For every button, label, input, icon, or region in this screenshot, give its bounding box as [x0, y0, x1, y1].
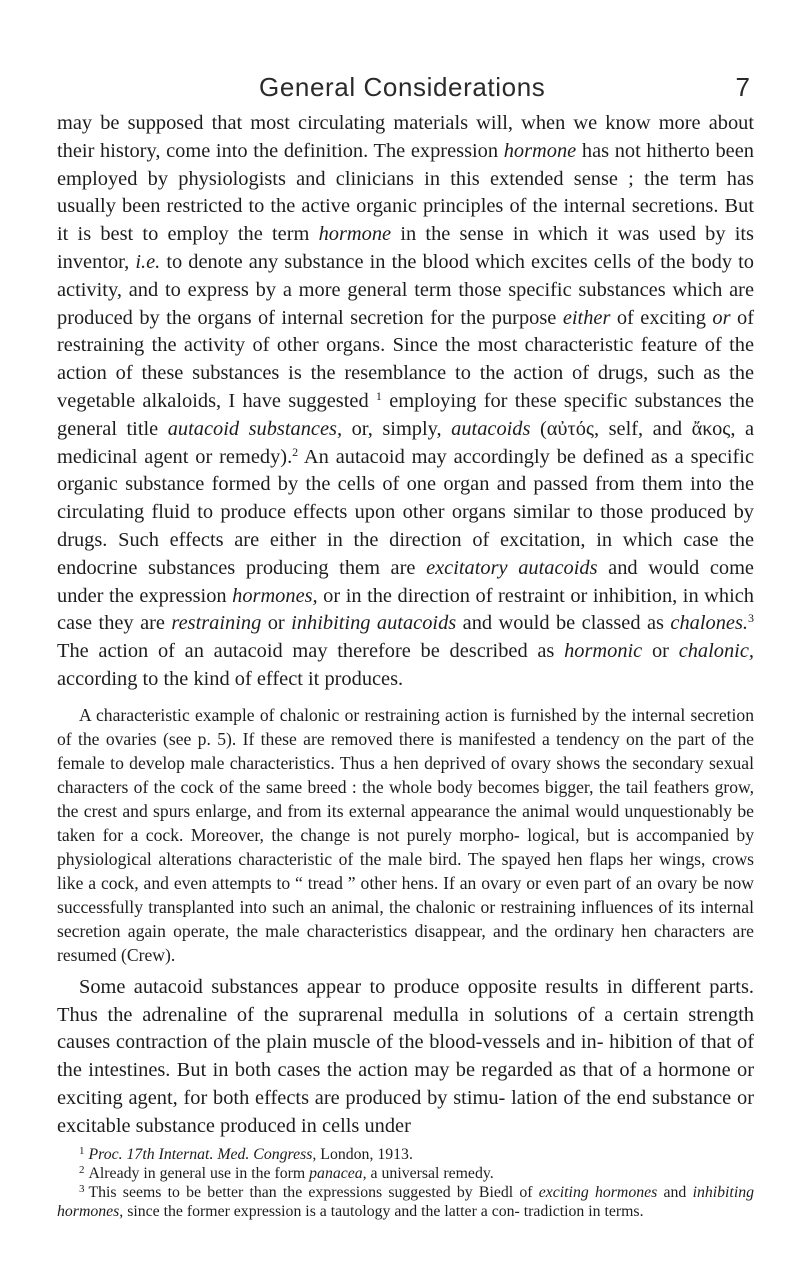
running-title: General Considerations [259, 72, 546, 102]
footnote-3: $^3$ This seems to be better than the expressions suggested by Biedl of exciting hormones and inhibiting hormones, since the former expression is a tautology and the latter a con- tradiction in terms. [57, 1182, 754, 1220]
paragraph-1: may be supposed that most circulating materials will, when we know more about their history, come into the definition. The expression hormone has not hitherto been employed by physiologists and clinicians in this extended sense ; the term has usually been restricted to the active organic principles of the internal secretions. But it is best to employ the term hormone in the sense in which it was used by its inventor, i.e. to denote any substance in the blood which excites cells of the body to activity, and to express by a more general term those specific substances which are produced by the organs of internal secretion for the purpose either of exciting or of restraining the activity of other organs. Since the most characteristic feature of the action of these substances is the resemblance to the action of drugs, such as the vegetable alkaloids, I have suggested $^1$ employing for these specific substances the general title autacoid substances, or, simply, autacoids (αὐτός, self, and ἄκος, a medicinal agent or remedy).$^2$ An autacoid may accordingly be defined as a specific organic substance formed by the cells of one organ and passed from them into the circulating fluid to produce effects upon other organs similar to those produced by drugs. Such effects are either in the direction of excitation, in which case the endocrine substances producing them are excitatory autacoids and would come under the expression hormones, or in the direction of restraint or inhibition, in which case they are restraining or inhibiting autacoids and would be classed as chalones.$^3$ The action of an autacoid may therefore be described as hormonic or chalonic, according to the kind of effect it produces. [57, 112, 755, 690]
paragraph-2: A characteristic example of chalonic or restraining action is furnished by the internal secretion of the ovaries (see p. 5). If these are removed there is manifested a tendency on the part of the female to develop male characteristics. Thus a hen deprived of ovary shows the secondary sexual characters of the cock of the same breed : the whole body becomes bigger, the tail feathers grow, the crest and spurs enlarge, and from its external appearance the animal would unquestionably be taken for a cock. Moreover, the change is not purely morpho- logical, but is accompanied by physiological alterations characteristic of the male bird. The spayed hen flaps her wings, crows like a cock, and even attempts to “ tread ” other hens. If an ovary or even part of an ovary be now successfully transplanted into such an animal, the chalonic or restraining influences of its internal secretion again operate, the male characteristics disappear, and the ordinary hen characters are resumed (Crew). [57, 704, 754, 965]
footnote-ref-2: 2 [292, 444, 299, 459]
footnote-1: $^1$ Proc. 17th Internat. Med. Congress, London, 1913. [79, 1144, 413, 1163]
footnote-2: $^2$ Already in general use in the form panacea, a universal remedy. [79, 1163, 494, 1182]
footnote-ref-1: 1 [375, 388, 382, 403]
paragraph-3: Some autacoid substances appear to produce opposite results in different parts. Thus the adrenaline of the suprarenal medulla in solutions of a certain strength causes contraction of the plain muscle of the blood-vessels and in- hibition of that of the intestines. But in both cases the action may be regarded as that of a hormone or exciting agent, for both effects are produced by stimu- lation of the end substance or excitable substance produced in cells under [57, 975, 754, 1137]
footnote-ref-3: 3 [747, 611, 754, 626]
page-number: 7 [735, 72, 750, 102]
page-body [57, 110, 754, 1221]
footnotes [57, 1145, 754, 1221]
running-header [57, 72, 754, 108]
